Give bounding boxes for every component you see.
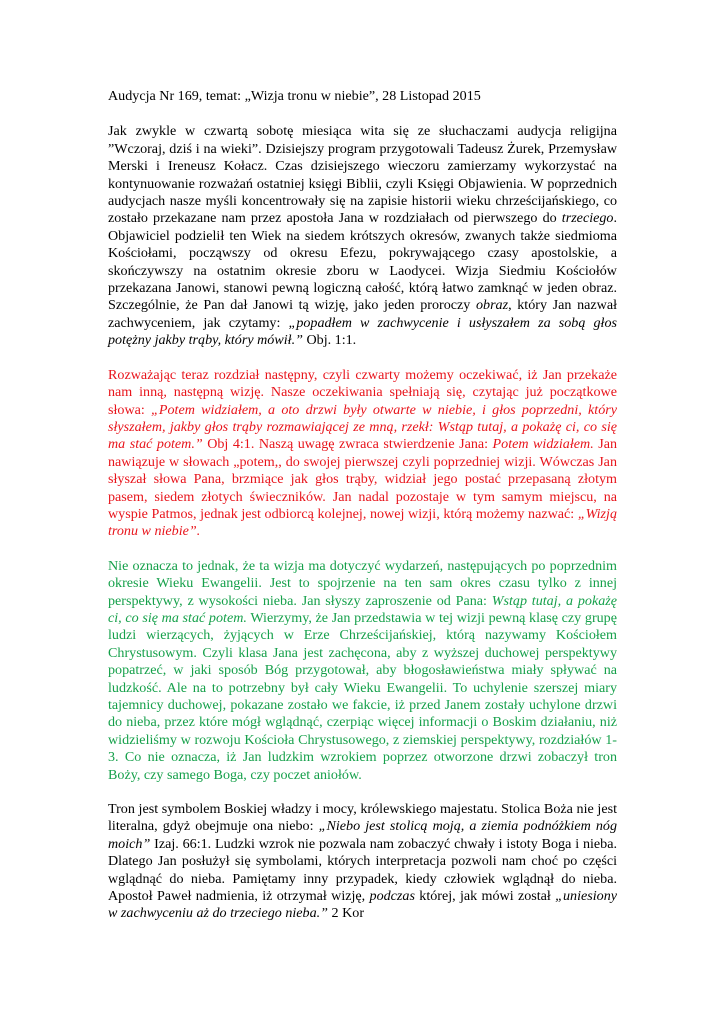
text-run: Wierzymy, że Jan przedstawia w tej wizji pewną klasę czy grupę ludzi wierzących, żyjących w Erze Chrześcijańskiej, którą nazywamy Kościołem Chrystusowym. Czyli klasa Jana jest zachęcona, aby z wyższej duchowej perspektywy popatrzeć, w jaki sposób Bóg przygotował, aby błogosławieństwa miały spływać na ludzkość. Ale na to potrzebny był cały Wieku Ewangelii. To uchylenie szerszej miary tajemnicy duchowej, pokazane zostało we fakcie, iż przed Janem zostały uchylone drzwi do nieba, przez które mógł wglądnąć, czerpiąc więcej informacji o Boskim działaniu, niż widzieliśmy w rozwoju Kościoła Chrystusowego, z ziemskiej perspektywy, rozdziałów 1-3. Co nie oznacza, iż Jan ludzkim wzrokiem poprzez otworzone drzwi zobaczył tron Boży, czy samego Boga, czy poczet aniołów.	[108, 609, 617, 783]
italic-quote: „uniesiony w zachwyceniu aż do trzeciego nieba	[108, 888, 617, 922]
italic-quote: .”	[316, 905, 329, 922]
paragraph	[108, 801, 617, 923]
italic-quote: Potem widziałem.	[492, 436, 594, 453]
document-body	[108, 123, 617, 922]
italic-quote: „popadłem w zachwycenie i usłyszałem za sobą głos potężny jakby trąby, który mówił.”	[108, 314, 617, 349]
text-run: Obj. 1:1.	[302, 332, 357, 349]
italic-quote: „Wizją tronu w niebie”.	[108, 505, 617, 540]
text-run: , który Jan nazwał zachwyceniem, jak czytamy:	[108, 297, 617, 331]
text-run: Nie oznacza to jednak, że ta wizja ma dotyczyć wydarzeń, następujących po poprzednim okresie Wieku Ewangelii. Jest to spojrzenie na ten sam okres czasu tylko z innej perspektywy, z wysokości nieba. Jan słyszy zaproszenie od Pana:	[108, 557, 617, 609]
text-run: Izaj. 66:1. Ludzki wzrok nie pozwala nam zobaczyć chwały i istoty Boga i nieba. Dlatego Jan posłużył się symbolami, których interpretacja pozwoli nam choć po części wglądnąć do nieba. Pamiętamy inny przypadek, kiedy człowiek wglądnął do nieba. Apostoł Paweł nadmienia, iż otrzymał wizję,	[108, 835, 617, 905]
italic-quote: podczas	[369, 888, 415, 905]
italic-quote: „Potem widziałem, a oto drzwi były otwarte w niebie, i głos poprzedni, który słyszałem, jakby głos trąby rozmawiającej ze mną, rzekł: Wstąp tutaj, a pokażę ci, co się ma stać potem.”	[108, 401, 617, 453]
paragraph	[108, 558, 617, 784]
italic-quote: Wstąp tutaj, a pokażę ci, co się ma stać potem.	[108, 592, 617, 626]
text-run: Jak zwykle w czwartą sobotę miesiąca wita się ze słuchaczami audycja religijna ”Wczoraj, dziś i na wieki”. Dzisiejszy program przygotowali Tadeusz Żurek, Przemysław Merski i Ireneusz Kołacz. Czas dzisiejszego wieczoru zamierzamy wykorzystać na kontynuowanie rozważań ostatniej księgi Biblii, czyli Księgi Objawienia. W poprzednich audycjach nasze myśli koncentrowały się na zapisie historii wieku chrześcijańskiego, co zostało przekazane nam przez apostoła Jana w rozdziałach od pierwszego do	[108, 123, 617, 227]
text-run: Tron jest symbolem Boskiej władzy i mocy, królewskiego majestatu. Stolica Boża nie jest literalna, gdyż obejmuje ona niebo:	[108, 801, 617, 835]
paragraph	[108, 123, 617, 349]
text-run: Jan nawiązuje w słowach „potem,, do swojej pierwszej czyli poprzedniej wizji. Wówczas Jan słyszał słowa Pana, brzmiące jak głos trąby, widział jego postać przepasaną złotym pasem, siedem złotych świeczników. Jan nadal pozostaje w tym samym miejscu, na wyspie Patmos, jednak jest odbiorcą kolejnej, nowej wizji, którą możemy nazwać:	[108, 436, 618, 522]
text-run: Rozważając teraz rozdział następny, czyli czwarty możemy oczekiwać, iż Jan przekaże nam inną, następną wizję. Nasze oczekiwania spełniają się, czytając już początkowe słowa:	[108, 366, 617, 418]
italic-quote: obraz	[475, 297, 509, 314]
text-run: . Objawiciel podzielił ten Wiek na siedem krótszych okresów, zwanych także siedmioma Kościołami, począwszy od okresu Efezu, pokrywającego czasy apostolskie, a skończywszy na ostatnim okresie zboru w Laodycei. Wizja Siedmiu Kościołów przekazana Janowi, stanowi pewną logiczną całość, którą łatwo zamknąć w jeden obraz. Szczególnie, że Pan dał Janowi tą wizję, jako jeden proroczy	[108, 210, 617, 314]
document-page	[108, 88, 617, 940]
text-run: 2 Kor	[328, 905, 365, 922]
document-title: Audycja Nr 169, temat: „Wizja tronu w niebie”, 28 Listopad 2015	[108, 88, 481, 104]
italic-quote: „Niebo jest stolicą moją, a ziemia podnóżkiem nóg moich”	[108, 818, 618, 852]
italic-quote: trzeciego	[561, 210, 614, 227]
paragraph	[108, 367, 617, 541]
text-run: której, jak mówi został	[414, 888, 556, 905]
text-run: Obj 4:1. Naszą uwagę zwraca stwierdzenie Jana:	[202, 436, 493, 453]
